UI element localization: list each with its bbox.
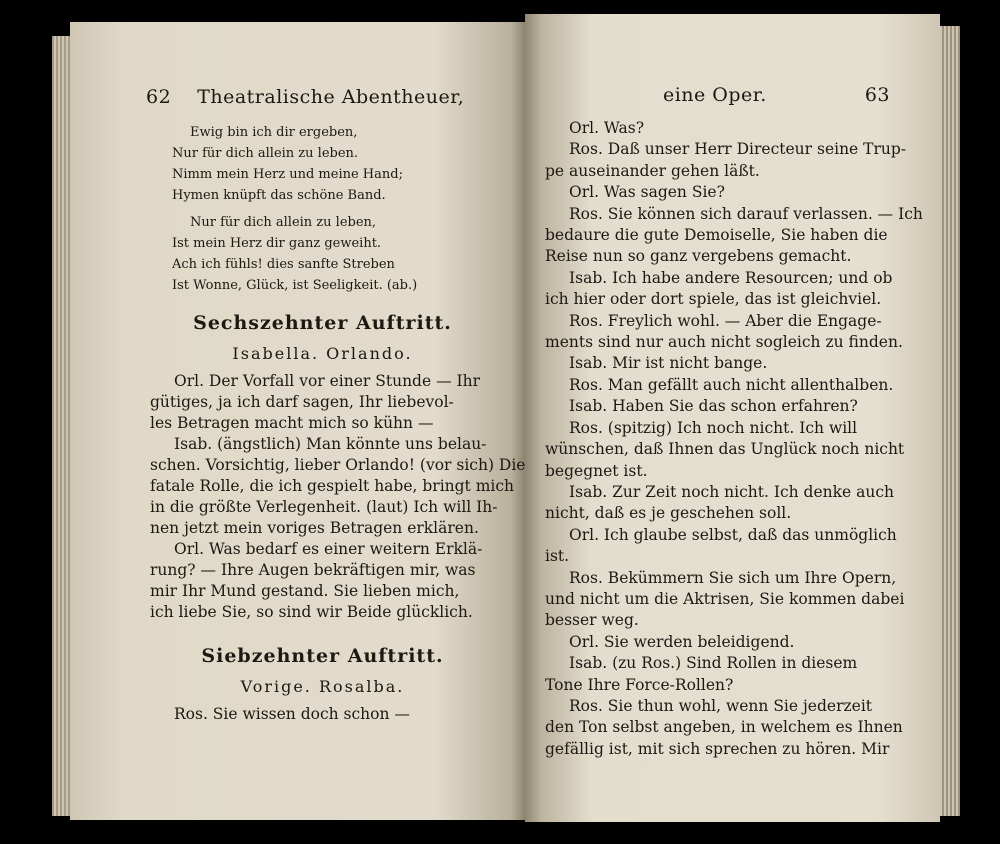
scene-persons: Vorige. Rosalba. — [240, 677, 405, 696]
verse-line: Ist Wonne, Glück, ist Seeligkeit. (ab.) — [172, 278, 418, 293]
dialogue-line: nicht, daß es je geschehen soll. — [545, 504, 792, 523]
dialogue-line: Isab. (zu Ros.) Sind Rollen in diesem — [569, 654, 858, 673]
dialogue-line: mir Ihr Mund gestand. Sie lieben mich, — [150, 582, 460, 600]
dialogue-line: les Betragen macht mich so kühn — — [150, 414, 434, 432]
running-title-right: eine Oper. — [662, 84, 767, 106]
scene-heading: Siebzehnter Auftritt. — [201, 645, 444, 667]
dialogue-line: und nicht um die Aktrisen, Sie kommen dabei — [545, 589, 905, 608]
dialogue-line: Orl. Was bedarf es einer weitern Erklä- — [174, 540, 483, 558]
verse-line: Ewig bin ich dir ergeben, — [190, 125, 358, 140]
verse-line: Ach ich fühls! dies sanfte Streben — [172, 257, 395, 272]
verse-line: Hymen knüpft das schöne Band. — [172, 188, 386, 203]
dialogue-line: pe auseinander gehen läßt. — [545, 161, 760, 180]
dialogue-line: Ros. Man gefällt auch nicht allenthalben. — [569, 375, 894, 394]
running-title-left: Theatralische Abentheuer, — [197, 86, 465, 108]
dialogue-line: Ros. Sie thun wohl, wenn Sie jederzeit — [569, 696, 872, 715]
dialogue-line: Isab. Haben Sie das schon erfahren? — [569, 397, 858, 416]
dialogue-line: besser weg. — [545, 611, 639, 630]
dialogue-line: Ros. (spitzig) Ich noch nicht. Ich will — [569, 418, 858, 437]
dialogue-line: in die größte Verlegenheit. (laut) Ich will Ih- — [150, 498, 498, 516]
page-number-left: 62 — [146, 86, 172, 108]
dialogue-line: Tone Ihre Force-Rollen? — [545, 675, 734, 694]
dialogue-line: Isab. Mir ist nicht bange. — [569, 354, 768, 373]
dialogue-line: Ros. Sie wissen doch schon — — [174, 705, 410, 723]
dialogue-line: den Ton selbst angeben, in welchem es Ihnen — [545, 718, 903, 737]
dialogue-line: bedaure die gute Demoiselle, Sie haben die — [545, 226, 888, 245]
right-page — [525, 14, 940, 822]
verse-line: Ist mein Herz dir ganz geweiht. — [172, 236, 382, 251]
dialogue-line: wünschen, daß Ihnen das Unglück noch nicht — [545, 440, 905, 459]
dialogue-line: nen jetzt mein voriges Betragen erklären. — [150, 519, 479, 537]
dialogue-line: Ros. Bekümmern Sie sich um Ihre Opern, — [569, 568, 897, 587]
verse-line: Nur für dich allein zu leben, — [190, 215, 377, 230]
dialogue-line: Orl. Ich glaube selbst, daß das unmöglich — [569, 525, 897, 544]
dialogue-line: rung? — Ihre Augen bekräftigen mir, was — [150, 561, 476, 579]
page-number-right: 63 — [864, 84, 890, 106]
dialogue-line: Reise nun so ganz vergebens gemacht. — [545, 247, 852, 266]
dialogue-line: ich hier oder dort spiele, das ist gleichviel. — [545, 290, 882, 309]
dialogue-line: Ros. Daß unser Herr Directeur seine Trup- — [569, 140, 907, 159]
left-running-head — [146, 86, 495, 108]
right-running-head — [545, 84, 890, 106]
dialogue-line: ments sind nur auch nicht sogleich zu finden. — [545, 333, 903, 352]
scene-persons: Isabella. Orlando. — [232, 344, 413, 363]
dialogue-line: Orl. Der Vorfall vor einer Stunde — Ihr — [174, 372, 481, 390]
verse-block — [152, 122, 495, 296]
verse-line: Nimm mein Herz und meine Hand; — [172, 167, 403, 182]
left-page — [70, 22, 525, 820]
dialogue-line: ich liebe Sie, so sind wir Beide glücklich. — [150, 603, 473, 621]
dialogue-line: ist. — [545, 547, 570, 566]
dialogue-block — [150, 371, 526, 623]
dialogue-line: fatale Rolle, die ich gespielt habe, bringt mich — [150, 477, 515, 495]
dialogue-line: Ros. Sie können sich darauf verlassen. — Ich — [569, 204, 923, 223]
dialogue-line: Isab. Ich habe andere Resourcen; und ob — [569, 268, 893, 287]
dialogue-line: Orl. Was sagen Sie? — [569, 183, 725, 202]
dialogue-line: schen. Vorsichtig, lieber Orlando! (vor sich) Die — [150, 456, 526, 474]
dialogue-line: gütiges, ja ich darf sagen, Ihr liebevol- — [150, 393, 454, 411]
dialogue-line: Ros. Freylich wohl. — Aber die Engage- — [569, 311, 882, 330]
dialogue-line: Isab. Zur Zeit noch nicht. Ich denke auch — [569, 482, 895, 501]
verse-line: Nur für dich allein zu leben. — [172, 146, 359, 161]
dialogue-block — [545, 118, 923, 760]
scene-heading: Sechszehnter Auftritt. — [193, 312, 452, 334]
dialogue-line: Orl. Was? — [569, 119, 645, 137]
dialogue-line: begegnet ist. — [545, 461, 648, 480]
dialogue-line: Orl. Sie werden beleidigend. — [569, 632, 795, 651]
dialogue-line: gefällig ist, mit sich sprechen zu hören. Mir — [545, 739, 890, 758]
dialogue-line: Isab. (ängstlich) Man könnte uns belau- — [174, 435, 487, 453]
dialogue-block — [150, 704, 495, 725]
